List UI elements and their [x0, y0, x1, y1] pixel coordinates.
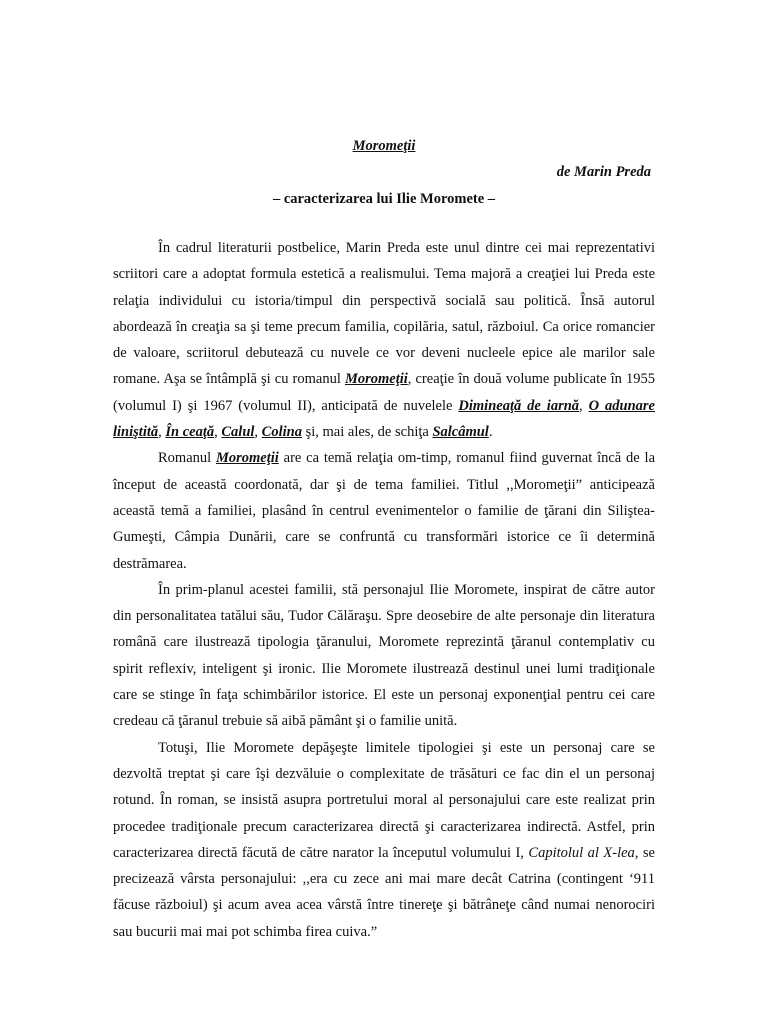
work-title-colina: Colina [261, 424, 302, 441]
document-title: Moromeţii [352, 138, 416, 154]
separator: , [158, 424, 166, 441]
separator: , [214, 424, 222, 441]
paragraph-2 [113, 445, 655, 576]
work-title-morometii: Moromeţii [215, 450, 279, 467]
paragraph-4-text: Totuşi, Ilie Moromete depăşeşte limitele tipologiei şi este un personaj care se dezvoltă treptat şi care îşi dezvăluie o complexitate de trăsături ce fac din el un personaj rotund. În roman, se insistă asupra portretului moral al personajului care este realizat prin procedee tradiţionale precum caracterizarea directă şi caracterizarea indirectă. Astfel, prin caracterizarea directă făcută de către narator la începutul volumului I, [113, 739, 655, 861]
separator: , [579, 397, 589, 414]
paragraph-1-text: . [488, 424, 493, 441]
separator: , [254, 424, 262, 441]
paragraph-4 [113, 735, 655, 945]
work-title-in-ceata: În ceaţă [165, 424, 215, 441]
work-title-salcamul: Salcâmul [432, 424, 489, 441]
paragraph-3: În prim-planul acestei familii, stă personajul Ilie Moromete, inspirat de către autor din personalitatea tatălui său, Tudor Călăraşu. Spre deosebire de alte personaje din literatura română care ilustrează tipologia ţăranului, Moromete reprezintă ţăranul contemplativ cu spirit reflexiv, inteligent şi ironic. Ilie Moromete ilustrează destinul unei lumi tradiţionale care se stinge în faţa schimbărilor istorice. El este un personaj exponenţial pentru cei care credeau că ţăranul trebuie să aibă pământ şi o familie unită. [113, 581, 655, 730]
work-title-o-adunare-linistita: O adunare liniştită [113, 397, 655, 441]
document-author: de Marin Preda [556, 164, 651, 180]
work-title-calul: Calul [221, 424, 255, 441]
chapter-reference: Capitolul al X-lea [528, 844, 635, 861]
paragraph-2-text: Romanul [158, 450, 216, 467]
work-title-dimineata-de-iarna: Dimineaţă de iarnă [458, 397, 580, 414]
paragraph-4-text: , se precizează vârsta personajului: ,,era cu zece ani mai mare decât Catrina (contingent ‘911 făcuse războiul) şi acum avea acea vârstă între tinereţe şi bătrâneţe când numai nenorociri sau bucurii mai mai pot schimba firea cuiva.” [113, 844, 655, 940]
document-body [113, 235, 655, 945]
paragraph-1 [113, 235, 655, 445]
document-subtitle: – caracterizarea lui Ilie Moromete – [272, 191, 496, 207]
work-title-morometii: Moromeţii [344, 371, 408, 388]
paragraph-2-text: are ca temă relaţia om-timp, romanul fiind guvernat încă de la început de această coordonată, dar şi de tema familiei. Titlul ,,Moromeţii” anticipează această temă a familiei, plasând în centrul evenimentelor o familie de ţărani din Siliştea-Gumeşti, Câmpia Dunării, care se confruntă cu transformări istorice ce îi determină destrămarea. [113, 450, 655, 572]
paragraph-1-text: În cadrul literaturii postbelice, Marin Preda este unul dintre cei mai reprezentativi scriitori care a adoptat formula estetică a realismului. Tema majoră a creaţiei lui Preda este relaţia individului cu istoria/timpul din perspectivă socială sau politică. Însă autorul abordează în creaţia sa şi teme precum familia, copilăria, satul, războiul. Ca orice romancier de valoare, scriitorul debutează cu nuvele ce vor deveni nucleele epice ale marilor sale romane. Aşa se întâmplă şi cu romanul [113, 240, 655, 388]
paragraph-1-text: şi, mai ales, de schiţa [301, 424, 433, 441]
paragraph-1-text: , creaţie în două volume publicate în 1955 (volumul I) şi 1967 (volumul II), anticipată de nuvelele [113, 371, 655, 414]
